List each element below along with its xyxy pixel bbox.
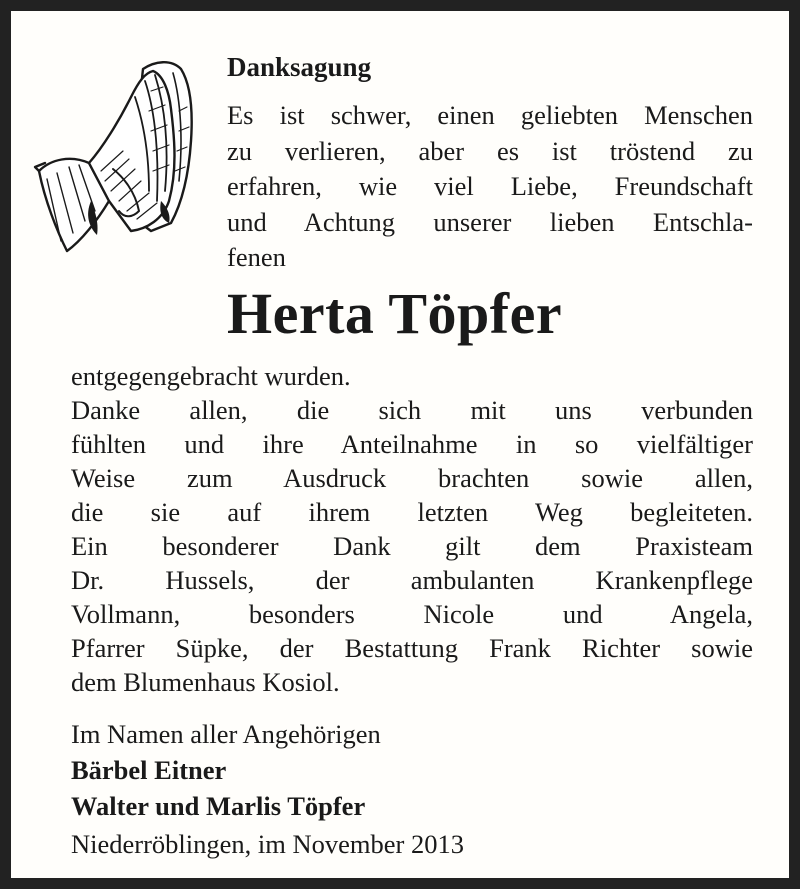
body-line: entgegengebracht wurden. xyxy=(71,361,351,391)
intro-line: Es ist schwer, einen geliebten Menschen xyxy=(227,100,753,130)
notice-heading: Danksagung xyxy=(227,52,372,82)
signatory-name: Walter und Marlis Töpfer xyxy=(71,791,366,821)
body-line: Pfarrer Süpke, der Bestattung Frank Richter sowie xyxy=(71,633,753,663)
body-line: die sie auf ihrem letzten Weg begleiteten. xyxy=(71,497,753,527)
closing-phrase: Im Namen aller Angehörigen xyxy=(71,719,381,749)
intro-line: erfahren, wie viel Liebe, Freundschaft xyxy=(227,171,753,201)
intro-line: fenen xyxy=(227,242,286,272)
signatory-name: Bärbel Eitner xyxy=(71,755,227,785)
intro-paragraph xyxy=(227,98,753,276)
body-paragraph xyxy=(71,359,753,699)
intro-line: und Achtung unserer lieben Entschla- xyxy=(227,206,753,237)
praying-hands-icon xyxy=(31,51,226,256)
body-line: Danke allen, die sich mit uns verbunden xyxy=(71,395,753,425)
intro-line: zu verlieren, aber es ist tröstend zu xyxy=(227,135,753,166)
body-line: Dr. Hussels, der ambulanten Krankenpflege xyxy=(71,565,753,595)
body-line: Weise zum Ausdruck brachten sowie allen, xyxy=(71,463,753,493)
closing-block xyxy=(71,716,381,824)
deceased-name: Herta Töpfer xyxy=(227,281,563,346)
body-line: Ein besonderer Dank gilt dem Praxisteam xyxy=(71,531,753,561)
place-date: Niederröblingen, im November 2013 xyxy=(71,829,464,859)
body-line: fühlten und ihre Anteilnahme in so vielfältiger xyxy=(71,429,753,459)
body-line: dem Blumenhaus Kosiol. xyxy=(71,667,340,697)
body-line: Vollmann, besonders Nicole und Angela, xyxy=(71,599,753,629)
